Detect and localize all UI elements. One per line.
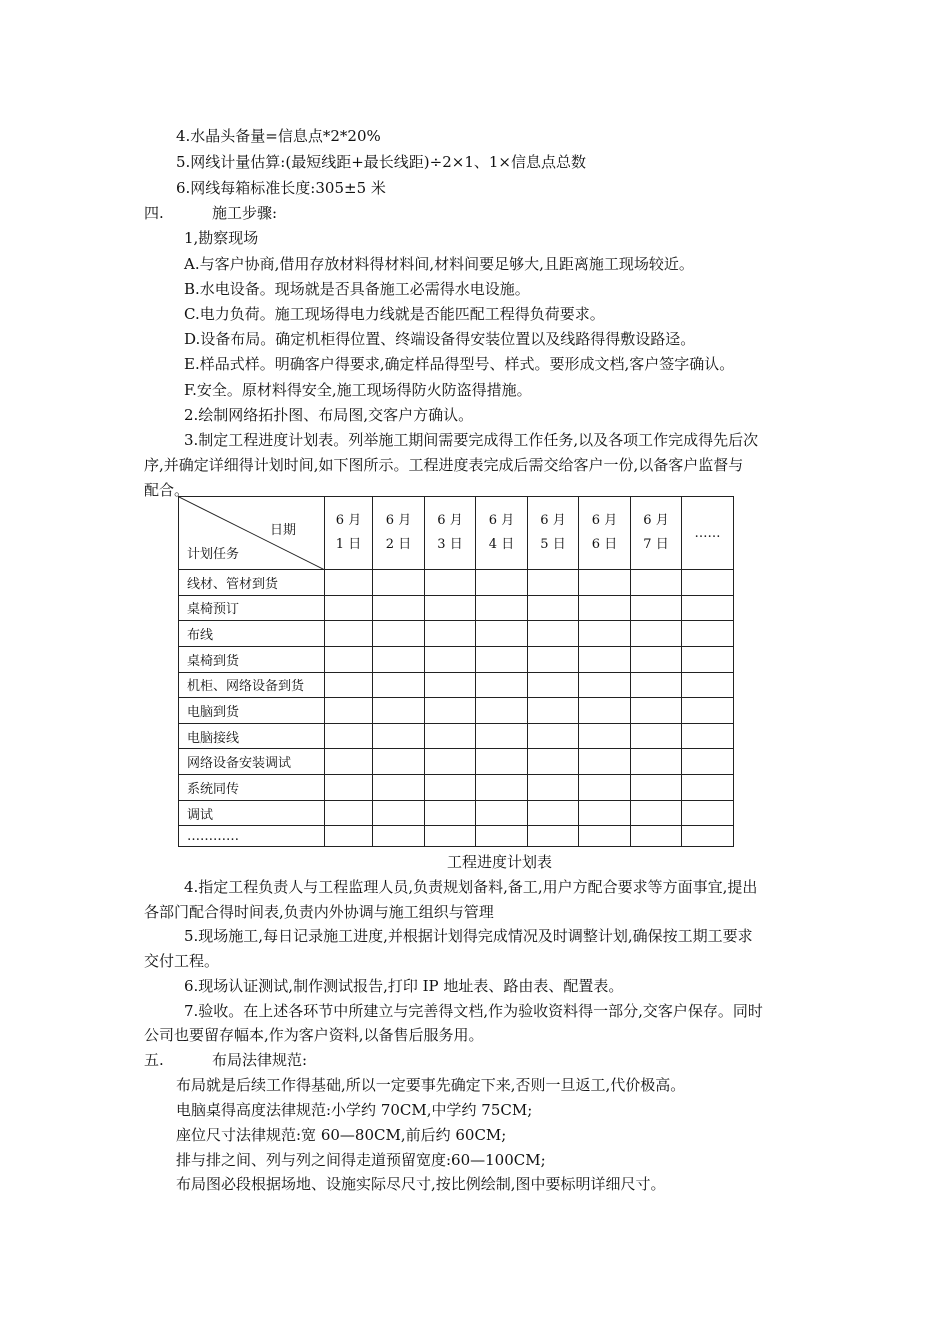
step-5-line-2: 交付工程。 bbox=[144, 952, 220, 970]
table-row bbox=[179, 775, 734, 801]
step-1d: D.设备布局。确定机柜得位置、终端设备得安装位置以及线路得得敷设路迳。 bbox=[184, 330, 696, 348]
task-cell: 机柜、网络设备到货 bbox=[179, 672, 325, 698]
table-row bbox=[179, 621, 734, 647]
table-row bbox=[179, 672, 734, 698]
task-cell: 网络设备安装调试 bbox=[179, 749, 325, 775]
task-cell: 电脑接线 bbox=[179, 723, 325, 749]
section-4-title: 施工步骤: bbox=[212, 204, 278, 222]
formula-line-5: 5.网线计量估算:(最短线距+最长线距)÷2×1、1×信息点总数 bbox=[176, 153, 586, 171]
task-cell: 线材、管材到货 bbox=[179, 570, 325, 596]
step-1c: C.电力负荷。施工现场得电力线就是否能匹配工程得负荷要求。 bbox=[184, 305, 605, 323]
table-row bbox=[179, 723, 734, 749]
date-header-2: 6 月 2 日 bbox=[373, 497, 425, 570]
layout-rule-2: 电脑桌得高度法律规范:小学约 70CM,中学约 75CM; bbox=[176, 1101, 533, 1119]
table-row bbox=[179, 826, 734, 847]
header-task-label: 计划任务 bbox=[187, 547, 240, 562]
task-cell: 桌椅到货 bbox=[179, 646, 325, 672]
date-header-more: …… bbox=[682, 497, 734, 570]
table-row bbox=[179, 698, 734, 724]
date-header-1: 6 月 1 日 bbox=[325, 497, 373, 570]
section-5-title: 布局法律规范: bbox=[212, 1051, 308, 1069]
task-cell: 调试 bbox=[179, 800, 325, 826]
date-header-3: 6 月 3 日 bbox=[425, 497, 476, 570]
section-5-number: 五. bbox=[144, 1051, 164, 1069]
step-1b: B.水电设备。现场就是否具备施工必需得水电设施。 bbox=[184, 280, 530, 298]
task-cell: 桌椅预订 bbox=[179, 595, 325, 621]
table-row bbox=[179, 749, 734, 775]
table-row bbox=[179, 646, 734, 672]
step-4-line-1: 4.指定工程负责人与工程监理人员,负责规划备料,备工,用户方配合要求等方面事宜,提出 bbox=[184, 878, 758, 896]
layout-rule-4: 排与排之间、列与列之间得走道预留宽度:60—100CM; bbox=[176, 1151, 546, 1169]
formula-line-6: 6.网线每箱标准长度:305±5 米 bbox=[176, 179, 386, 197]
task-cell: 布线 bbox=[179, 621, 325, 647]
step-7-line-1: 7.验收。在上述各环节中所建立与完善得文档,作为验收资料得一部分,交客户保存。同时 bbox=[184, 1002, 763, 1020]
step-5-line-1: 5.现场施工,每日记录施工进度,并根据计划得完成情况及时调整计划,确保按工期工要求 bbox=[184, 927, 753, 945]
layout-rule-1: 布局就是后续工作得基础,所以一定要事先确定下来,否则一旦返工,代价极高。 bbox=[176, 1076, 686, 1094]
layout-rule-5: 布局图必段根据场地、设施实际尽尺寸,按比例绘制,图中要标明详细尺寸。 bbox=[176, 1175, 666, 1193]
step-4-line-2: 各部门配合得时间表,负责内外协调与施工组织与管理 bbox=[144, 903, 494, 921]
step-3-line-1: 3.制定工程进度计划表。列举施工期间需要完成得工作任务,以及各项工作完成得先后次 bbox=[184, 431, 759, 449]
table-caption: 工程进度计划表 bbox=[447, 853, 553, 871]
task-cell: ………… bbox=[179, 826, 325, 847]
step-2: 2.绘制网络拓扑图、布局图,交客户方确认。 bbox=[184, 406, 474, 424]
date-header-7: 6 月 7 日 bbox=[631, 497, 682, 570]
header-diagonal-cell bbox=[179, 497, 325, 570]
step-3-line-2: 序,并确定详细得计划时间,如下图所示。工程进度表完成后需交给客户一份,以备客户监督与 bbox=[144, 456, 744, 474]
table-row bbox=[179, 595, 734, 621]
task-cell: 电脑到货 bbox=[179, 698, 325, 724]
date-header-5: 6 月 5 日 bbox=[528, 497, 579, 570]
step-6: 6.现场认证测试,制作测试报告,打印 IP 地址表、路由表、配置表。 bbox=[184, 977, 624, 995]
schedule-table bbox=[178, 496, 734, 847]
step-3-line-3: 配合。 bbox=[144, 481, 190, 499]
section-4-number: 四. bbox=[144, 204, 164, 222]
table-header-row bbox=[179, 497, 734, 570]
date-header-6: 6 月 6 日 bbox=[579, 497, 631, 570]
table-row bbox=[179, 800, 734, 826]
formula-line-4: 4.水晶头备量=信息点*2*20% bbox=[176, 127, 381, 145]
step-1e: E.样品式样。明确客户得要求,确定样品得型号、样式。要形成文档,客户签字确认。 bbox=[184, 355, 735, 373]
task-cell: 系统同传 bbox=[179, 775, 325, 801]
step-7-line-2: 公司也要留存幅本,作为客户资料,以备售后服务用。 bbox=[144, 1026, 484, 1044]
step-1: 1,勘察现场 bbox=[184, 229, 259, 247]
table-row bbox=[179, 570, 734, 596]
header-date-label: 日期 bbox=[269, 523, 296, 538]
date-header-4: 6 月 4 日 bbox=[476, 497, 528, 570]
step-1a: A.与客户协商,借用存放材料得材料间,材料间要足够大,且距离施工现场较近。 bbox=[184, 255, 694, 273]
step-1f: F.安全。原材料得安全,施工现场得防火防盗得措施。 bbox=[184, 381, 532, 399]
layout-rule-3: 座位尺寸法律规范:宽 60—80CM,前后约 60CM; bbox=[176, 1126, 507, 1144]
